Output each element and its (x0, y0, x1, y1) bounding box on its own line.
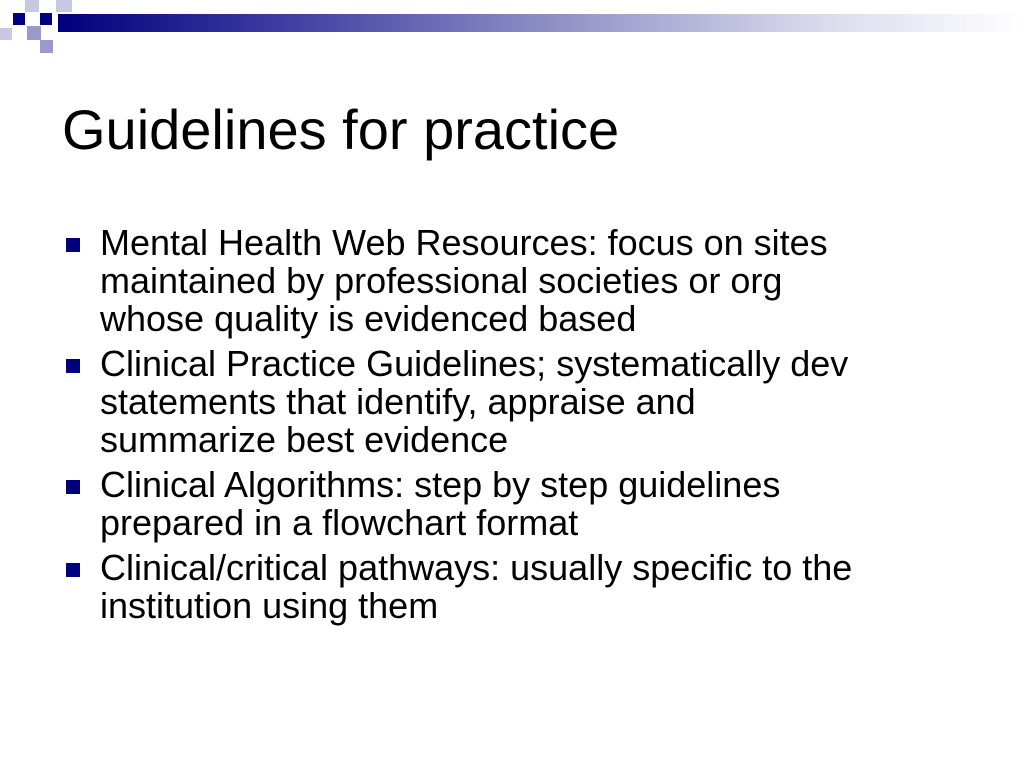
bullet-list (64, 224, 964, 632)
bullet-line: whose quality is evidenced based (100, 298, 637, 339)
bullet-line: prepared in a flowchart format (100, 502, 579, 543)
bullet-item (64, 345, 964, 459)
bullet-line: Clinical/critical pathways: usually specific to the (100, 547, 853, 588)
decor-square (40, 40, 53, 53)
decor-square (0, 28, 12, 40)
bullet-line: Clinical Practice Guidelines; systematically dev (100, 343, 849, 384)
decor-square (40, 13, 52, 25)
square-bullet-icon (66, 238, 80, 252)
decor-square (13, 13, 25, 25)
bullet-line: Clinical Algorithms: step by step guidelines (100, 464, 781, 505)
bullet-line: statements that identify, appraise and (100, 381, 696, 422)
bullet-line: maintained by professional societies or org (100, 260, 783, 301)
decor-square (25, 0, 39, 12)
bullet-line: institution using them (100, 585, 439, 626)
square-bullet-icon (66, 563, 80, 577)
header-gradient-bar (58, 14, 1024, 32)
bullet-line: Mental Health Web Resources: focus on sites (100, 222, 828, 263)
corner-decoration (0, 0, 100, 70)
square-bullet-icon (66, 359, 80, 373)
bullet-item (64, 466, 964, 542)
bullet-item (64, 549, 964, 625)
bullet-item (64, 224, 964, 338)
square-bullet-icon (66, 480, 80, 494)
bullet-line: summarize best evidence (100, 419, 509, 460)
decor-square (56, 0, 72, 12)
decor-square (27, 26, 41, 40)
slide-title: Guidelines for practice (62, 98, 620, 161)
